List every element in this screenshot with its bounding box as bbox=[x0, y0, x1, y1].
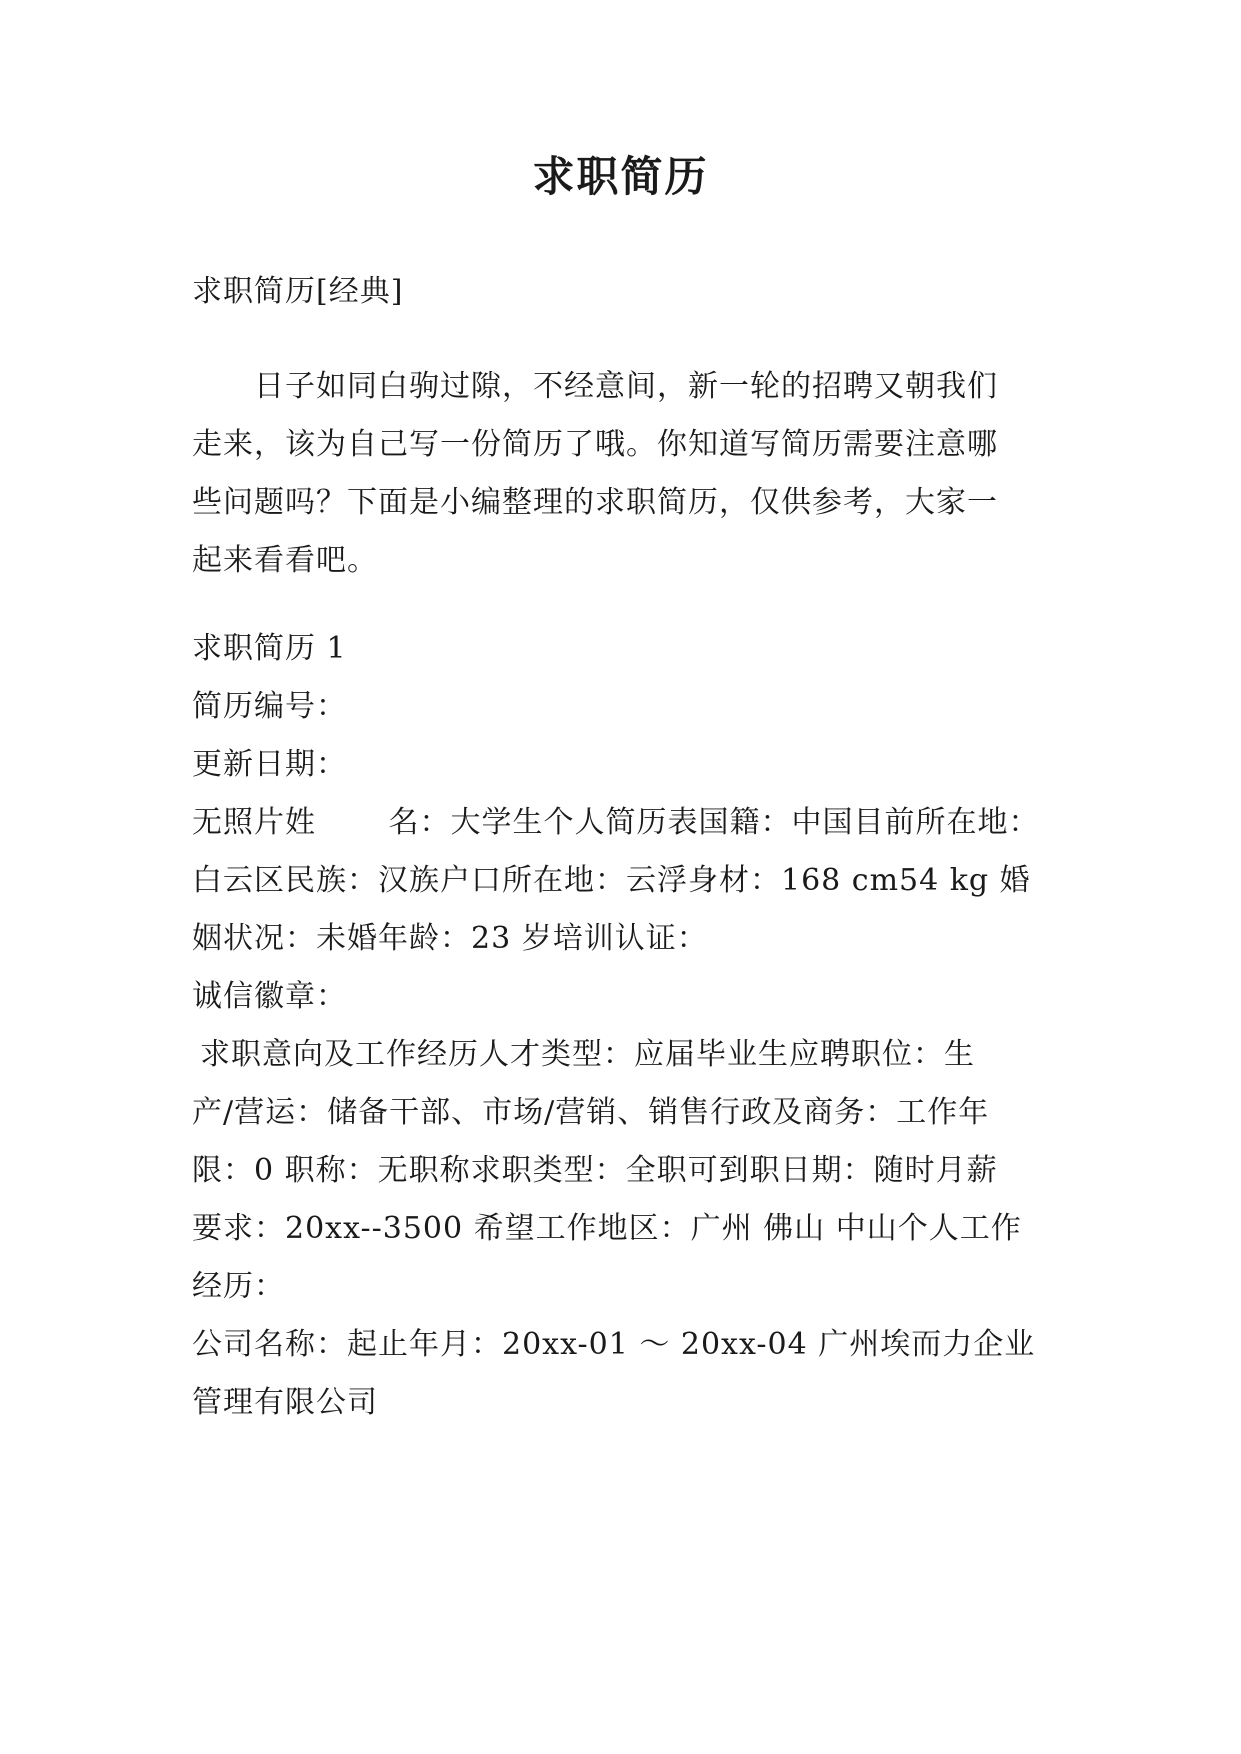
resume-heading: 求职简历 1 bbox=[192, 631, 347, 666]
job-intent-line: 要求：20xx--3500 希望工作地区：广州 佛山 中山个人工作 bbox=[192, 1211, 1022, 1246]
job-intent-line: 产/营运：储备干部、市场/营销、销售行政及商务：工作年 bbox=[192, 1095, 990, 1130]
intro-paragraph bbox=[192, 358, 1052, 590]
intro-line: 些问题吗？下面是小编整理的求职简历，仅供参考，大家一 bbox=[192, 485, 998, 520]
intro-line: 走来，该为自己写一份简历了哦。你知道写简历需要注意哪 bbox=[192, 427, 998, 462]
company-line: 公司名称：起止年月：20xx-01 ～ 20xx-04 广州埃而力企业 bbox=[192, 1327, 1036, 1362]
update-date-label: 更新日期： bbox=[192, 747, 347, 782]
intro-line: 日子如同白驹过隙，不经意间，新一轮的招聘又朝我们 bbox=[254, 369, 998, 404]
company-line: 管理有限公司 bbox=[192, 1385, 378, 1420]
intro-line: 起来看看吧。 bbox=[192, 543, 378, 578]
personal-info-line: 姻状况：未婚年龄：23 岁培训认证： bbox=[192, 921, 708, 956]
document-title: 求职简历 bbox=[532, 152, 709, 201]
job-intent-line: 求职意向及工作经历人才类型：应届毕业生应聘职位：生 bbox=[200, 1037, 975, 1072]
resume-section bbox=[192, 620, 1052, 1432]
job-intent-line: 限：0 职称：无职称求职类型：全职可到职日期：随时月薪 bbox=[192, 1153, 998, 1188]
integrity-badge-label: 诚信徽章： bbox=[192, 979, 347, 1014]
personal-info-line: 无照片姓 名：大学生个人简历表国籍：中国目前所在地： bbox=[192, 805, 1040, 840]
document-subtitle: 求职简历[经典] bbox=[192, 274, 404, 309]
job-intent-line: 经历： bbox=[192, 1269, 285, 1304]
personal-info-line: 白云区民族：汉族户口所在地：云浮身材：168 cm54 kg 婚 bbox=[192, 863, 1031, 898]
resume-number-label: 简历编号： bbox=[192, 689, 347, 724]
